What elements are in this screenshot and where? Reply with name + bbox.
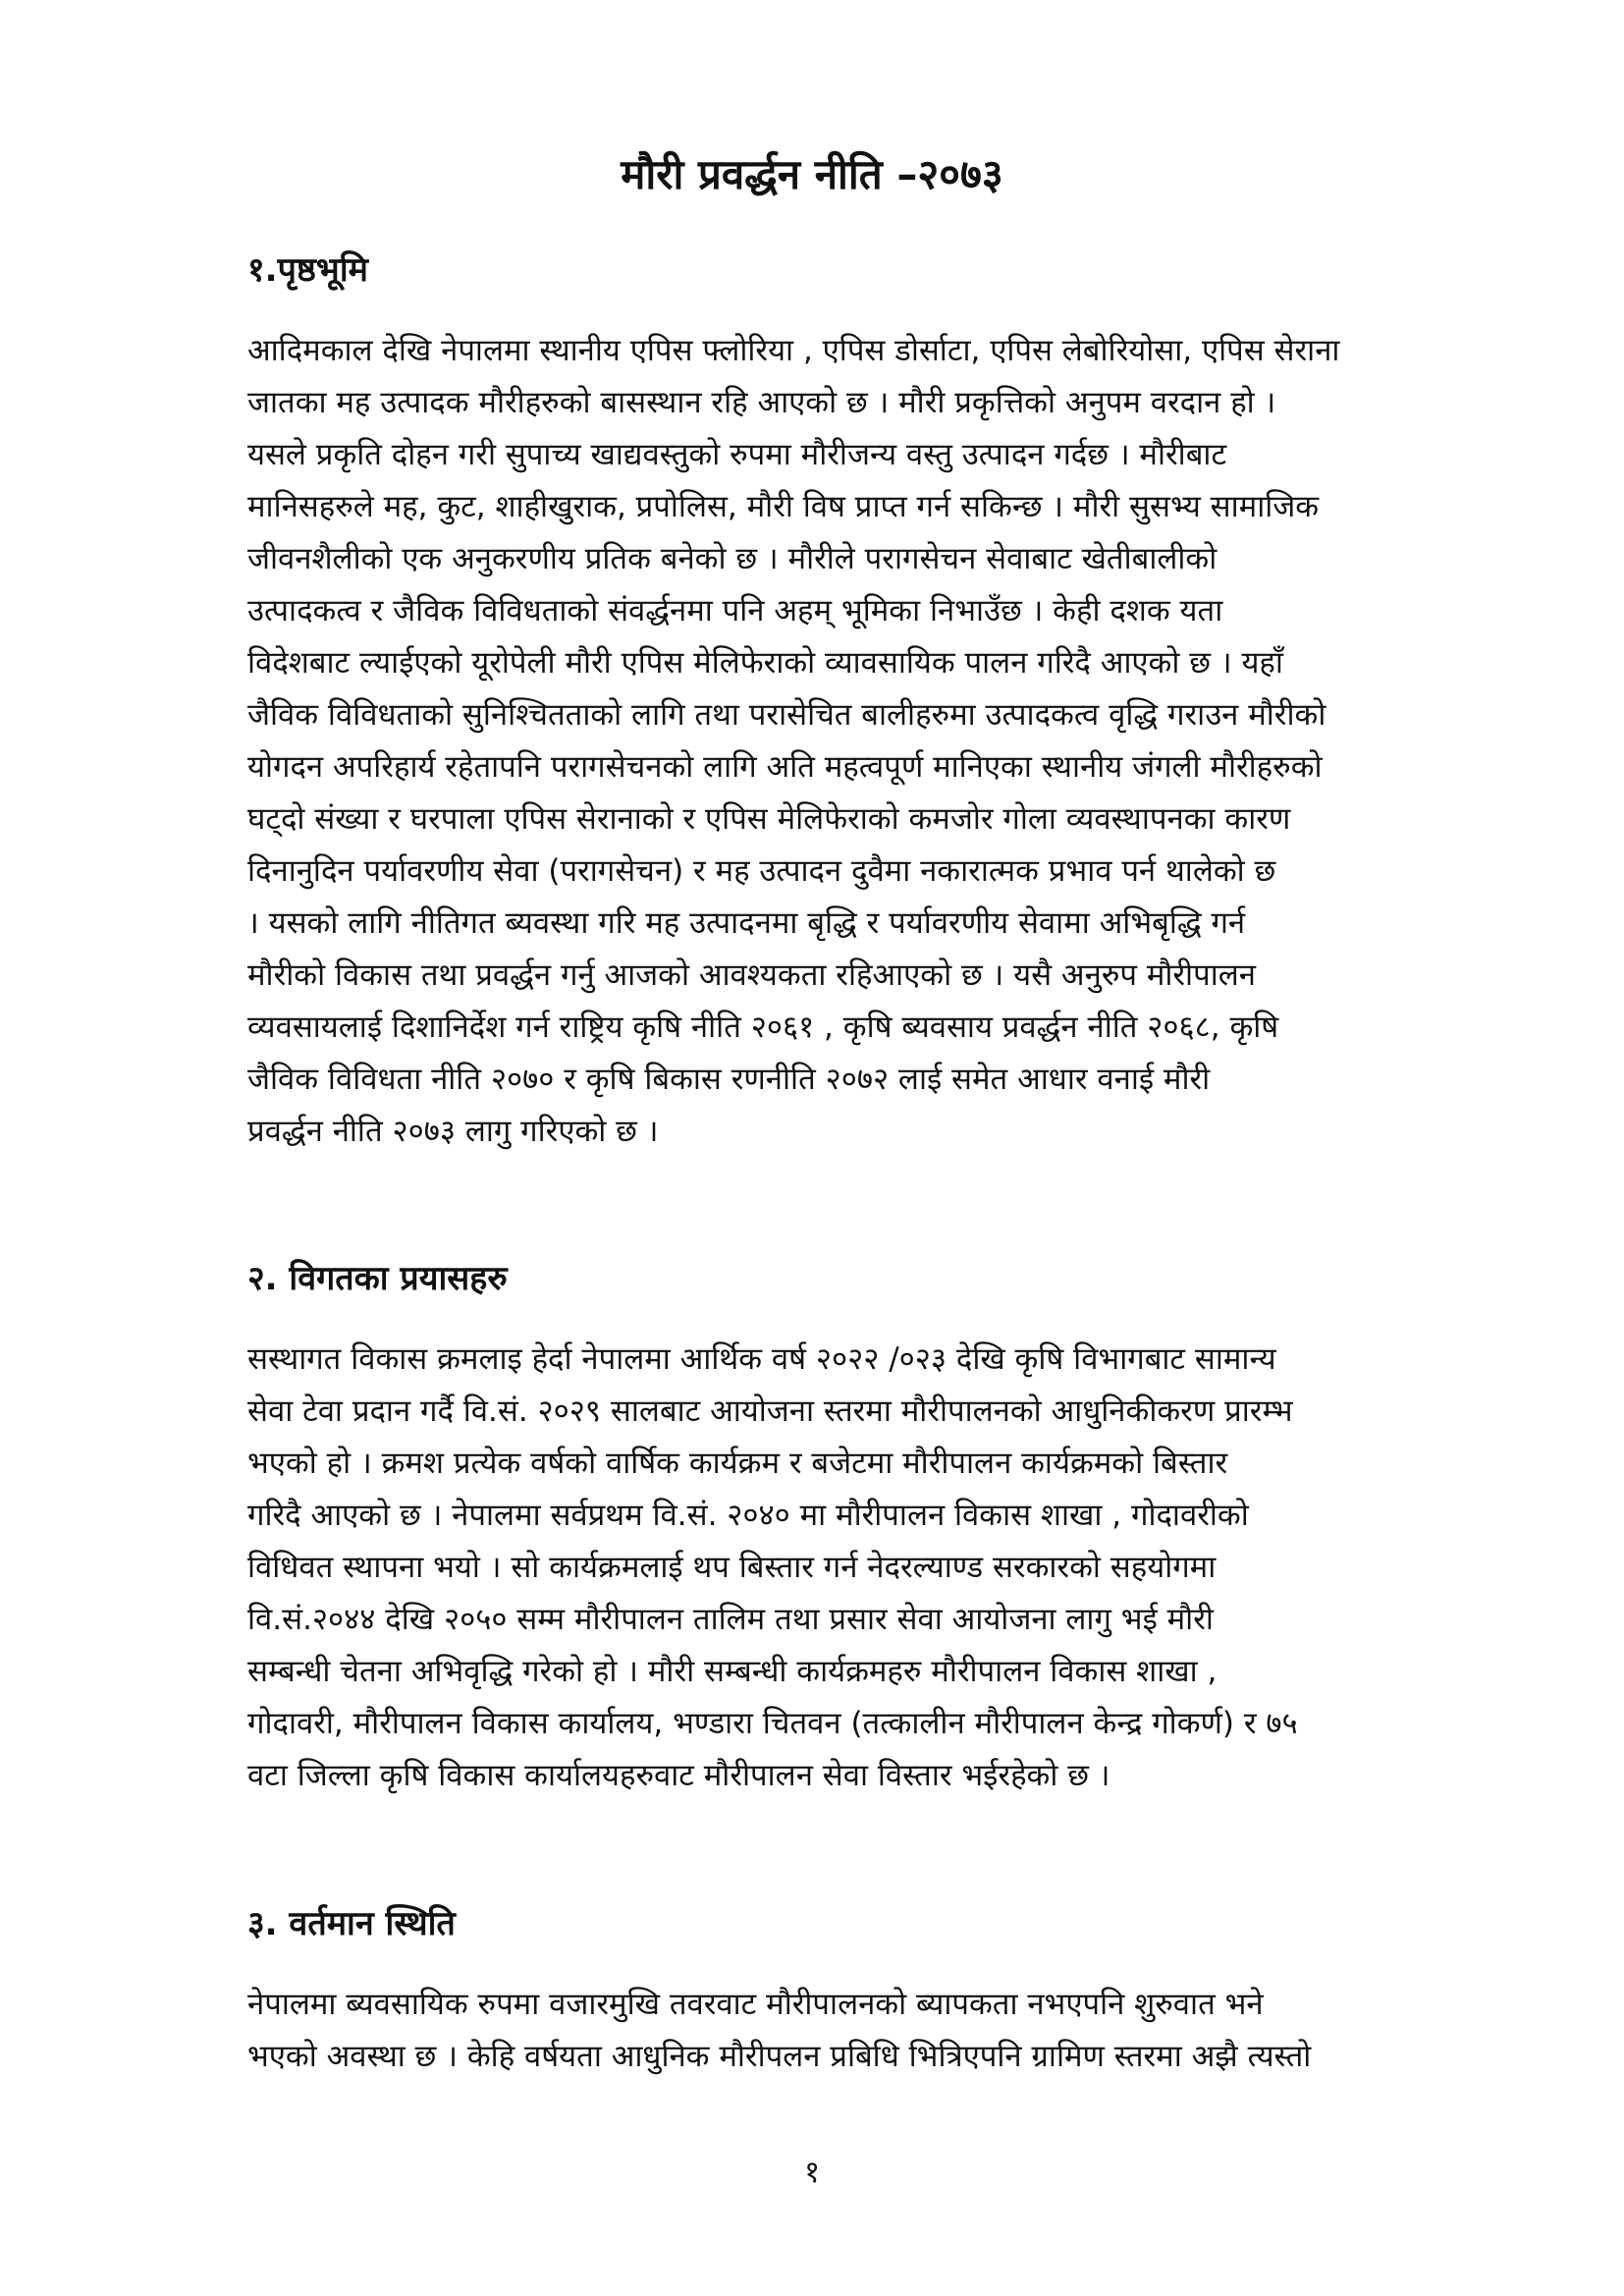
paragraph-line: व्यवसायलाई दिशानिर्देश गर्न राष्ट्रिय कृषि नीति २०६१ , कृषि ब्यवसाय प्रवर्द्धन नीति २०६८, कृषि <box>247 1010 1279 1045</box>
paragraph-line: योगदन अपरिहार्य रहेतापनि परागसेचनको लागि अति महत्वपूर्ण मानिएका स्थानीय जंगली मौरीहरुको <box>247 749 1323 785</box>
paragraph-line: प्रवर्द्धन नीति २०७३ लागु गरिएको छ । <box>247 1114 659 1149</box>
paragraph-line: सम्बन्धी चेतना अभिवृद्धि गरेको हो । मौरी सम्बन्धी कार्यक्रमहरु मौरीपालन विकास शाखा , <box>247 1654 1218 1689</box>
paragraph-line: गरिदै आएको छ । नेपालमा सर्वप्रथम वि.सं. २०४० मा मौरीपालन विकास शाखा , गोदावरीको <box>247 1498 1249 1533</box>
paragraph-line: वटा जिल्ला कृषि विकास कार्यालयहरुवाट मौरीपालन सेवा विस्तार भईरहेको छ । <box>247 1758 1110 1793</box>
section-heading-past-efforts: २. विगतका प्रयासहरु <box>247 1259 508 1298</box>
paragraph-line: यसले प्रकृति दोहन गरी सुपाच्य खाद्यवस्तुको रुपमा मौरीजन्य वस्तु उत्पादन गर्दछ । मौरीबाट <box>247 437 1227 472</box>
paragraph-line: आदिमकाल देखि नेपालमा स्थानीय एपिस फ्लोरिया , एपिस डोर्साटा, एपिस लेबोरियोसा, एपिस सेराना <box>247 333 1340 368</box>
section-body-current-status <box>247 1979 1534 2083</box>
paragraph-line: वि.सं.२०४४ देखि २०५० सम्म मौरीपालन तालिम तथा प्रसार सेवा आयोजना लागु भई मौरी <box>247 1602 1214 1637</box>
paragraph-line: उत्पादकत्व र जैविक विविधताको संवर्द्धनमा पनि अहम् भूमिका निभाउँछ । केही दशक यता <box>247 593 1223 629</box>
paragraph-line: दिनानुदिन पर्यावरणीय सेवा (परागसेचन) र मह उत्पादन दुवैमा नकारात्मक प्रभाव पर्न थालेको छ <box>247 853 1276 889</box>
paragraph-line: गोदावरी, मौरीपालन विकास कार्यालय, भण्डारा चितवन (तत्कालीन मौरीपालन केन्द्र गोकर्ण) र ७५ <box>247 1706 1298 1741</box>
section-body-past-efforts <box>247 1334 1534 1802</box>
paragraph-line: घट्दो संख्या र घरपाला एपिस सेरानाको र एपिस मेलिफेराको कमजोर गोला व्यवस्थापनका कारण <box>247 801 1291 837</box>
paragraph-line: जातका मह उत्पादक मौरीहरुको बासस्थान रहि आएको छ । मौरी प्रकृत्तिको अनुपम वरदान हो । <box>247 385 1276 420</box>
paragraph-line: भएको अवस्था छ । केहि वर्षयता आधुनिक मौरीपलन प्रबिधि भित्रिएपनि ग्रामिण स्तरमा अझै त्यस्तो <box>247 2039 1312 2074</box>
paragraph-line: मौरीको विकास तथा प्रवर्द्धन गर्नु आजको आवश्यकता रहिआएको छ । यसै अनुरुप मौरीपालन <box>247 957 1256 993</box>
paragraph-line: । यसको लागि नीतिगत ब्यवस्था गरि मह उत्पादनमा बृद्धि र पर्यावरणीय सेवामा अभिबृद्धि गर्न <box>247 905 1246 941</box>
paragraph-line: विधिवत स्थापना भयो । सो कार्यक्रमलाई थप बिस्तार गर्न नेदरल्याण्ड सरकारको सहयोगमा <box>247 1550 1217 1585</box>
paragraph-line: सेवा टेवा प्रदान गर्दै वि.सं. २०२९ सालबाट आयोजना स्तरमा मौरीपालनको आधुनिकीकरण प्रारम्भ <box>247 1394 1293 1429</box>
paragraph-line: भएको हो । क्रमश प्रत्येक वर्षको वार्षिक कार्यक्रम र बजेटमा मौरीपालन कार्यक्रमको बिस्तार <box>247 1446 1228 1481</box>
paragraph-line: सस्थागत विकास क्रमलाइ हेर्दा नेपालमा आर्थिक वर्ष २०२२ /०२३ देखि कृषि विभागबाट सामान्य <box>247 1341 1276 1377</box>
section-heading-current-status: ३. वर्तमान स्थिति <box>247 1904 456 1943</box>
paragraph-line: जैविक विविधता नीति २०७० र कृषि बिकास रणनीति २०७२ लाई समेत आधार वनाई मौरी <box>247 1062 1211 1097</box>
paragraph-line: जैविक विविधताको सुनिश्चितताको लागि तथा परासेचित बालीहरुमा उत्पादकत्व वृद्धि गराउन मौरीको <box>247 697 1326 733</box>
paragraph-line: जीवनशैलीको एक अनुकरणीय प्रतिक बनेको छ । मौरीले परागसेचन सेवाबाट खेतीबालीको <box>247 541 1218 576</box>
paragraph-line: नेपालमा ब्यवसायिक रुपमा वजारमुखि तवरवाट मौरीपालनको ब्यापकता नभएपनि शुरुवात भने <box>247 1987 1264 2022</box>
paragraph-line: विदेशबाट ल्याईएको यूरोपेली मौरी एपिस मेलिफेराको व्यावसायिक पालन गरिदै आएको छ । यहाँ <box>247 645 1283 681</box>
section-heading-background: १.पृष्ठभूमि <box>247 250 368 290</box>
section-body-background <box>247 325 1534 1158</box>
paragraph-line: मानिसहरुले मह, कुट, शाहीखुराक, प्रपोलिस, मौरी विष प्राप्त गर्न सकिन्छ । मौरी सुसभ्य सामाजिक <box>247 489 1320 524</box>
document-title: मौरी प्रवर्द्धन नीति –२०७३ <box>621 150 1003 198</box>
page-number: १ <box>803 2155 821 2190</box>
